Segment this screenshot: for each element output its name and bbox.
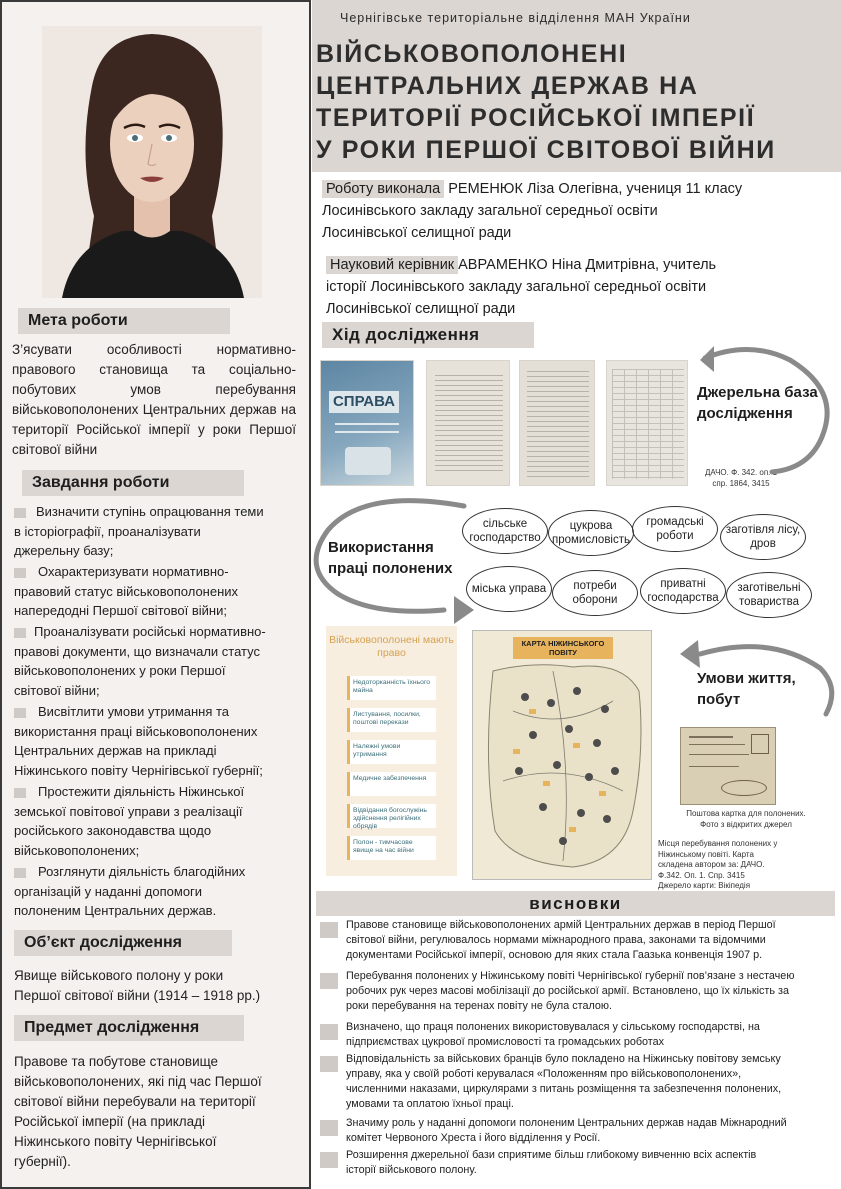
page-title: ВІЙСЬКОВОПОЛОНЕНІ ЦЕНТРАЛЬНИХ ДЕРЖАВ НА ТЕРИТОРІЇ РОСІЙСЬКОЇ ІМПЕРІЇ У РОКИ ПЕРШОЇ СВІТОВОЇ ВІЙНИ — [316, 40, 776, 164]
archive-file-title: СПРАВА — [329, 391, 399, 413]
rights-item: Відвідання богослужінь здійснення релігійних обрядів — [350, 804, 436, 828]
bullet-square — [14, 568, 26, 578]
labor-item-oval: заготівля лісу, дров — [720, 514, 806, 560]
task-item: Проаналізувати російські нормативно- правові документи, що визначали статус військовополонених у роки Першої світової війни; — [14, 624, 266, 698]
object-heading: Об’єкт дослідження — [14, 930, 232, 956]
research-heading: Хід дослідження — [322, 322, 534, 348]
conclusions-heading: висновки — [316, 891, 835, 916]
rights-item: Недоторканність їхнього майна — [350, 676, 436, 700]
task-item: Простежити діяльність Ніжинської земської повітової управи з реалізації російського законодавства щодо військовополонених; — [14, 784, 245, 858]
conclusion-item: Визначено, що праця полонених використовувалася у сільському господарстві, на підприємствах цукрової промисловості та громадських роботах — [320, 1020, 830, 1050]
bullet-square — [14, 868, 26, 878]
bullet-square — [320, 1120, 338, 1136]
bullet-square — [320, 1056, 338, 1072]
labor-item-oval: міська управа — [466, 566, 552, 612]
sources-label: Джерельна база дослідження — [697, 384, 818, 422]
postcard-caption: Поштова картка для полонених. Фото з відкритих джерел — [686, 809, 806, 829]
goal-heading: Мета роботи — [18, 308, 230, 334]
archive-document-image — [426, 360, 510, 486]
object-text: Явище військового полону у роки Першої світової війни (1914 – 1918 рр.) — [14, 968, 261, 1003]
bullet-square — [14, 708, 26, 718]
author-photo — [42, 26, 262, 298]
living-conditions-label: Умови життя, побут — [697, 670, 796, 708]
tasks-heading: Завдання роботи — [22, 470, 244, 496]
map-caption: Місця перебування полонених у Ніжинському повіті. Карта складена автором за: ДАЧО. Ф.342. Оп. 1. Спр. 3415 Джерело карти: Вікіпедія — [658, 839, 778, 890]
rights-item: Медичне забезпечення — [350, 772, 436, 796]
subject-text: Правове та побутове становище військовополонених, які під час Першої світової війни перебували на території Російської імперії (на прикладі Ніжинського повіту Чернігівської губернії). — [14, 1054, 262, 1169]
bullet-square — [320, 922, 338, 938]
supervisor-label: Науковий керівник — [326, 256, 458, 274]
nizhyn-county-map — [472, 630, 652, 880]
rights-item: Листування, посилки, поштові перекази — [350, 708, 436, 732]
bullet-square — [14, 628, 26, 638]
author-label: Роботу виконала — [322, 180, 444, 198]
archive-file-cover-image — [320, 360, 414, 486]
task-item: Визначити ступінь опрацювання теми в історіографії, проаналізувати джерельну базу; — [14, 504, 264, 558]
sources-caption: ДАЧО. Ф. 342. оп. 1 спр. 1864, 3415 — [704, 468, 778, 488]
rights-item: Полон - тимчасове явище на час війни — [350, 836, 436, 860]
labor-label: Використання праці полонених — [328, 539, 453, 577]
map-title: КАРТА НІЖИНСЬКОГО ПОВІТУ — [513, 637, 613, 659]
labor-item-oval: сільське господарство — [462, 508, 548, 554]
labor-item-oval: громадські роботи — [632, 506, 718, 552]
author-block: Роботу виконала РЕМЕНЮК Ліза Олегівна, учениця 11 класу Лосинівського закладу загальної середньої освіти Лосинівської селищної ради — [322, 181, 743, 241]
bullet-square — [320, 973, 338, 989]
bullet-square — [14, 508, 26, 518]
conclusion-item: Перебування полонених у Ніжинському повіті Чернігівської губернії пов’язане з нестачею робочих рук через масові мобілізації до російської армії. Встановлено, що їх кількість за роки перебування на теренах повіту не була сталою. — [320, 969, 830, 1014]
bullet-square — [320, 1024, 338, 1040]
author-name: РЕМЕНЮК Ліза Олегівна, учениця 11 класу — [448, 181, 743, 197]
rights-item: Належні умови утримання — [350, 740, 436, 764]
prisoner-postcard-image — [680, 727, 776, 805]
labor-item-oval: цукрова промисловість — [548, 510, 634, 556]
conclusion-item: Відповідальність за військових бранців було покладено на Ніжинську повітову земську управу, яка у своїй роботі керувалася «Положенням про військовополонених», численними наказами, циркулярами з питань розміщення та забезпечення полонених, умовами та оплатою їхньої праці. — [320, 1052, 830, 1112]
archive-document-image — [519, 360, 595, 486]
supervisor-name: АВРАМЕНКО Ніна Дмитрівна, учитель — [458, 257, 717, 273]
conclusion-item: Правове становище військовополонених армій Центральних держав в період Першої світової війни, регулювалось нормами міжнародного права, законами та відомчими документами Російської імперії, основою для яких стала Гаазька конвенція 1907 р. — [320, 918, 830, 963]
bullet-square — [14, 788, 26, 798]
labor-item-oval: приватні господарства — [640, 568, 726, 614]
subject-heading: Предмет дослідження — [14, 1015, 244, 1041]
labor-item-oval: потреби оборони — [552, 570, 638, 616]
supervisor-block: Науковий керівник АВРАМЕНКО Ніна Дмитрівна, учитель історії Лосинівського закладу загальної середньої освіти Лосинівської селищної ради — [326, 257, 717, 317]
task-item: Висвітлити умови утримання та використання праці військовополонених Центральних держав на прикладі Ніжинського повіту Чернігівської губернії; — [14, 704, 263, 778]
organization-name: Чернігівське територіальне відділення МАН України — [340, 11, 691, 25]
goal-text: З’ясувати особливості нормативно-правового становища та соціально-побутових умов перебування військовополонених Центральних держав на території Російської імперії у роки Першої світової війни — [12, 342, 296, 457]
task-item: Розглянути діяльність благодійних організацій у наданні допомоги полоненим Центральних держав. — [14, 864, 246, 918]
prisoner-rights-infographic — [326, 626, 457, 876]
labor-item-oval: заготівельні товариства — [726, 572, 812, 618]
task-item: Охарактеризувати нормативно- правовий статус військовополонених напередодні Першої світової війни; — [14, 564, 239, 618]
conclusion-item: Розширення джерельної бази сприятиме більш глибокому вивченню всіх аспектів історії військового полону. — [320, 1148, 830, 1178]
conclusion-item: Значиму роль у наданні допомоги полоненим Центральних держав надав Міжнародний комітет Червоного Хреста і його відділення у Росії. — [320, 1116, 830, 1146]
rights-title: Військовополонені мають право — [329, 634, 454, 659]
bullet-square — [320, 1152, 338, 1168]
